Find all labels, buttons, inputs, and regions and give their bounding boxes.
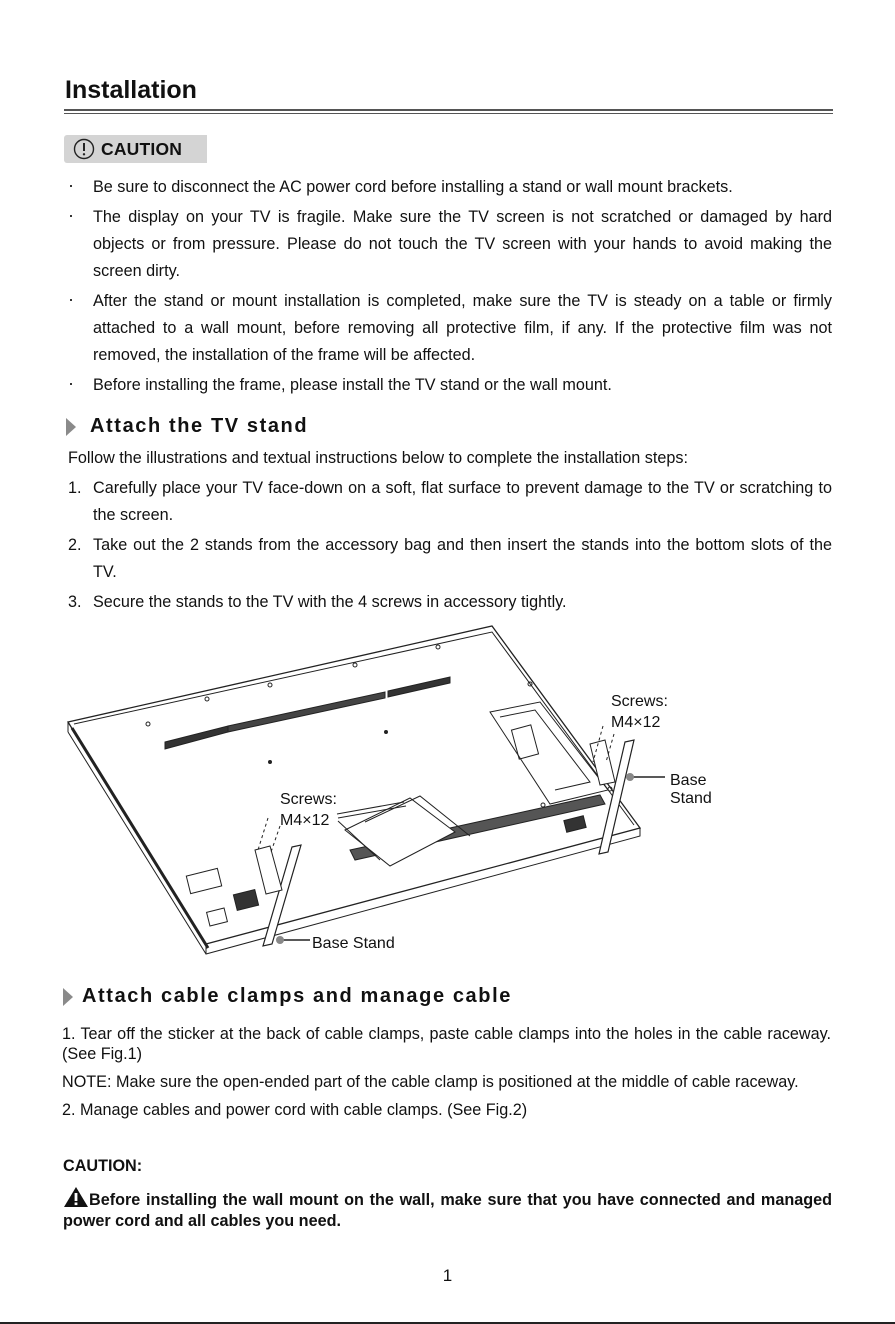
page-number: 1 bbox=[442, 1266, 453, 1285]
paragraph: 2. Manage cables and power cord with cable clamps. (See Fig.2) bbox=[62, 1101, 528, 1119]
warning-paragraph bbox=[63, 1186, 832, 1232]
caution-circle-icon bbox=[72, 137, 96, 161]
step-text: Carefully place your TV face-down on a soft, flat surface to prevent damage to the TV or scratching to the screen. bbox=[93, 479, 832, 524]
figure-label-base-stand-right: Base Stand bbox=[670, 772, 712, 807]
figure-label-base-stand-bottom: Base Stand bbox=[312, 935, 395, 952]
figure-label-screw-size-left: M4×12 bbox=[280, 812, 330, 829]
paragraph: NOTE: Make sure the open-ended part of the cable clamp is positioned at the middle of cable raceway. bbox=[62, 1073, 799, 1091]
installation-steps bbox=[64, 475, 832, 619]
figure-label-screw-size-right: M4×12 bbox=[611, 714, 661, 731]
caution-heading: CAUTION: bbox=[63, 1157, 143, 1175]
title-divider bbox=[64, 109, 833, 114]
step-number: 3. bbox=[68, 593, 82, 611]
section-heading-text: Attach the TV stand bbox=[90, 415, 309, 437]
step-text: Secure the stands to the TV with the 4 screws in accessory tightly. bbox=[93, 593, 567, 611]
list-item: · The display on your TV is fragile. Make sure the TV screen is not scratched or damaged by hard objects or from pressure. Please do not touch the TV screen with your hands to avoid making the screen dirty. bbox=[64, 204, 832, 285]
caution-bullet-list bbox=[64, 174, 832, 402]
step-number: 1. bbox=[68, 479, 82, 497]
page-title: Installation bbox=[65, 76, 197, 104]
section-heading-text: Attach cable clamps and manage cable bbox=[82, 985, 512, 1007]
callout-dot-icon bbox=[626, 773, 634, 781]
warning-triangle-icon bbox=[63, 1186, 89, 1208]
step-number: 2. bbox=[68, 536, 82, 554]
list-item bbox=[64, 532, 832, 586]
caution-label: CAUTION bbox=[101, 138, 183, 159]
tv-stand-illustration bbox=[60, 622, 712, 962]
list-item bbox=[64, 589, 832, 616]
section-intro: Follow the illustrations and textual instructions below to complete the installation steps: bbox=[68, 449, 688, 467]
warning-text: Before installing the wall mount on the wall, make sure that you have connected and managed power cord and all cables you need. bbox=[63, 1191, 832, 1230]
list-item: · Before installing the frame, please install the TV stand or the wall mount. bbox=[64, 372, 832, 399]
triangle-bullet-icon bbox=[63, 988, 73, 1006]
callout-dot-icon bbox=[276, 936, 284, 944]
section-heading-cable-clamps bbox=[63, 985, 512, 1008]
tv-back-drawing bbox=[60, 622, 700, 962]
figure-label-screws-left: Screws: bbox=[280, 791, 337, 808]
section-heading-tv-stand bbox=[66, 415, 308, 438]
figure-label-screws-right: Screws: bbox=[611, 693, 668, 710]
caution-badge bbox=[64, 135, 207, 163]
paragraph: 1. Tear off the sticker at the back of cable clamps, paste cable clamps into the holes in the cable raceway. (See Fig.1) bbox=[62, 1025, 831, 1063]
list-item: · After the stand or mount installation is completed, make sure the TV is steady on a table or firmly attached to a wall mount, before removing all protective film, if any. If the protective film was not removed, the installation of the frame will be affected. bbox=[64, 288, 832, 369]
triangle-bullet-icon bbox=[66, 418, 76, 436]
list-item bbox=[64, 475, 832, 529]
step-text: Take out the 2 stands from the accessory bag and then insert the stands into the bottom slots of the TV. bbox=[93, 536, 832, 581]
cable-instructions bbox=[62, 1024, 831, 1128]
list-item: · Be sure to disconnect the AC power cord before installing a stand or wall mount brackets. bbox=[64, 174, 832, 201]
